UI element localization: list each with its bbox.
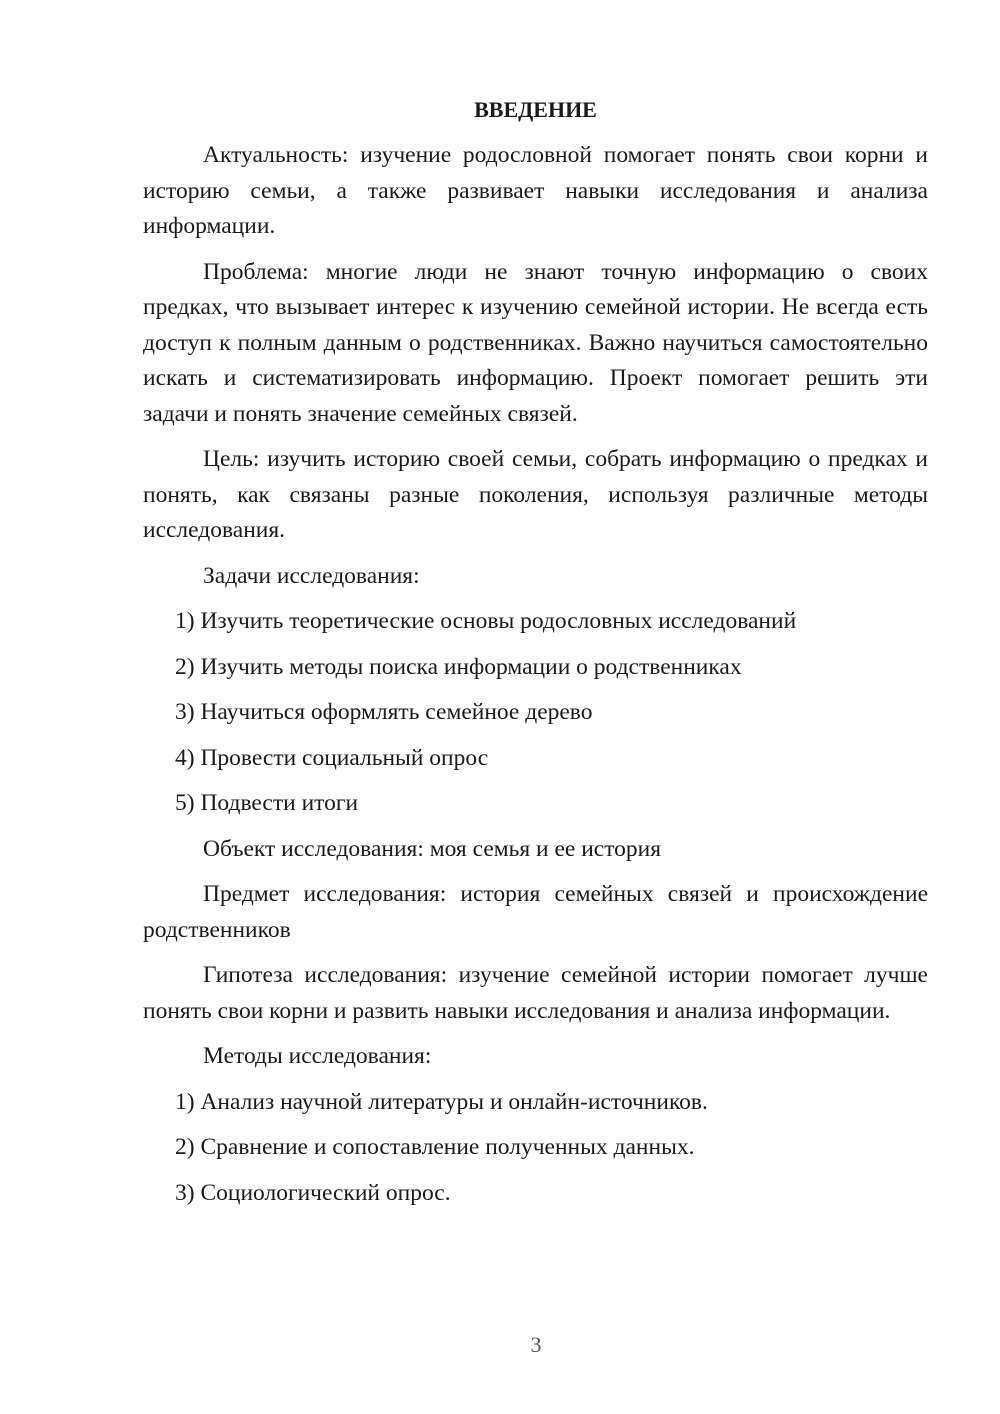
task-item: 2) Изучить методы поиска информации о родственниках: [175, 653, 742, 680]
goal-paragraph: Цель: изучить историю своей семьи, собрать информацию о предках и понять, как связаны разные поколения, используя различные методы исследования.: [143, 446, 928, 543]
task-item: 1) Изучить теоретические основы родословных исследований: [175, 608, 797, 634]
tasks-list: [143, 604, 928, 822]
method-item: 3) Социологический опрос.: [175, 1179, 451, 1206]
hypothesis-paragraph: Гипотеза исследования: изучение семейной истории помогает лучше понять свои корни и развить навыки исследования и анализа информации.: [143, 962, 928, 1024]
task-item: 4) Провести социальный опрос: [175, 744, 489, 771]
method-item: 1) Анализ научной литературы и онлайн-источников.: [175, 1088, 708, 1115]
problem-paragraph: Проблема: многие люди не знают точную информацию о своих предках, что вызывает интерес к изучению семейной истории. Не всегда есть доступ к полным данным о родственниках. Важно научиться самостоятельно искать и систематизировать информацию. Проект помогает решить эти задачи и понять значение семейных связей.: [143, 258, 928, 427]
subject-paragraph: Предмет исследования: история семейных связей и происхождение родственников: [143, 881, 928, 943]
method-item: 2) Сравнение и сопоставление полученных данных.: [175, 1134, 695, 1160]
task-item: 3) Научиться оформлять семейное дерево: [175, 699, 593, 725]
page-content: [143, 94, 928, 1221]
object-paragraph: Объект исследования: моя семья и ее история: [203, 835, 662, 862]
methods-heading: Методы исследования:: [203, 1043, 432, 1069]
tasks-heading: Задачи исследования:: [203, 562, 420, 589]
page-title: ВВЕДЕНИЕ: [474, 97, 597, 122]
methods-list: [143, 1085, 928, 1212]
relevance-paragraph: Актуальность: изучение родословной помогает понять свои корни и историю семьи, а также развивает навыки исследования и анализа информации.: [143, 142, 928, 239]
page-number: 3: [530, 1332, 542, 1357]
task-item: 5) Подвести итоги: [175, 790, 359, 816]
